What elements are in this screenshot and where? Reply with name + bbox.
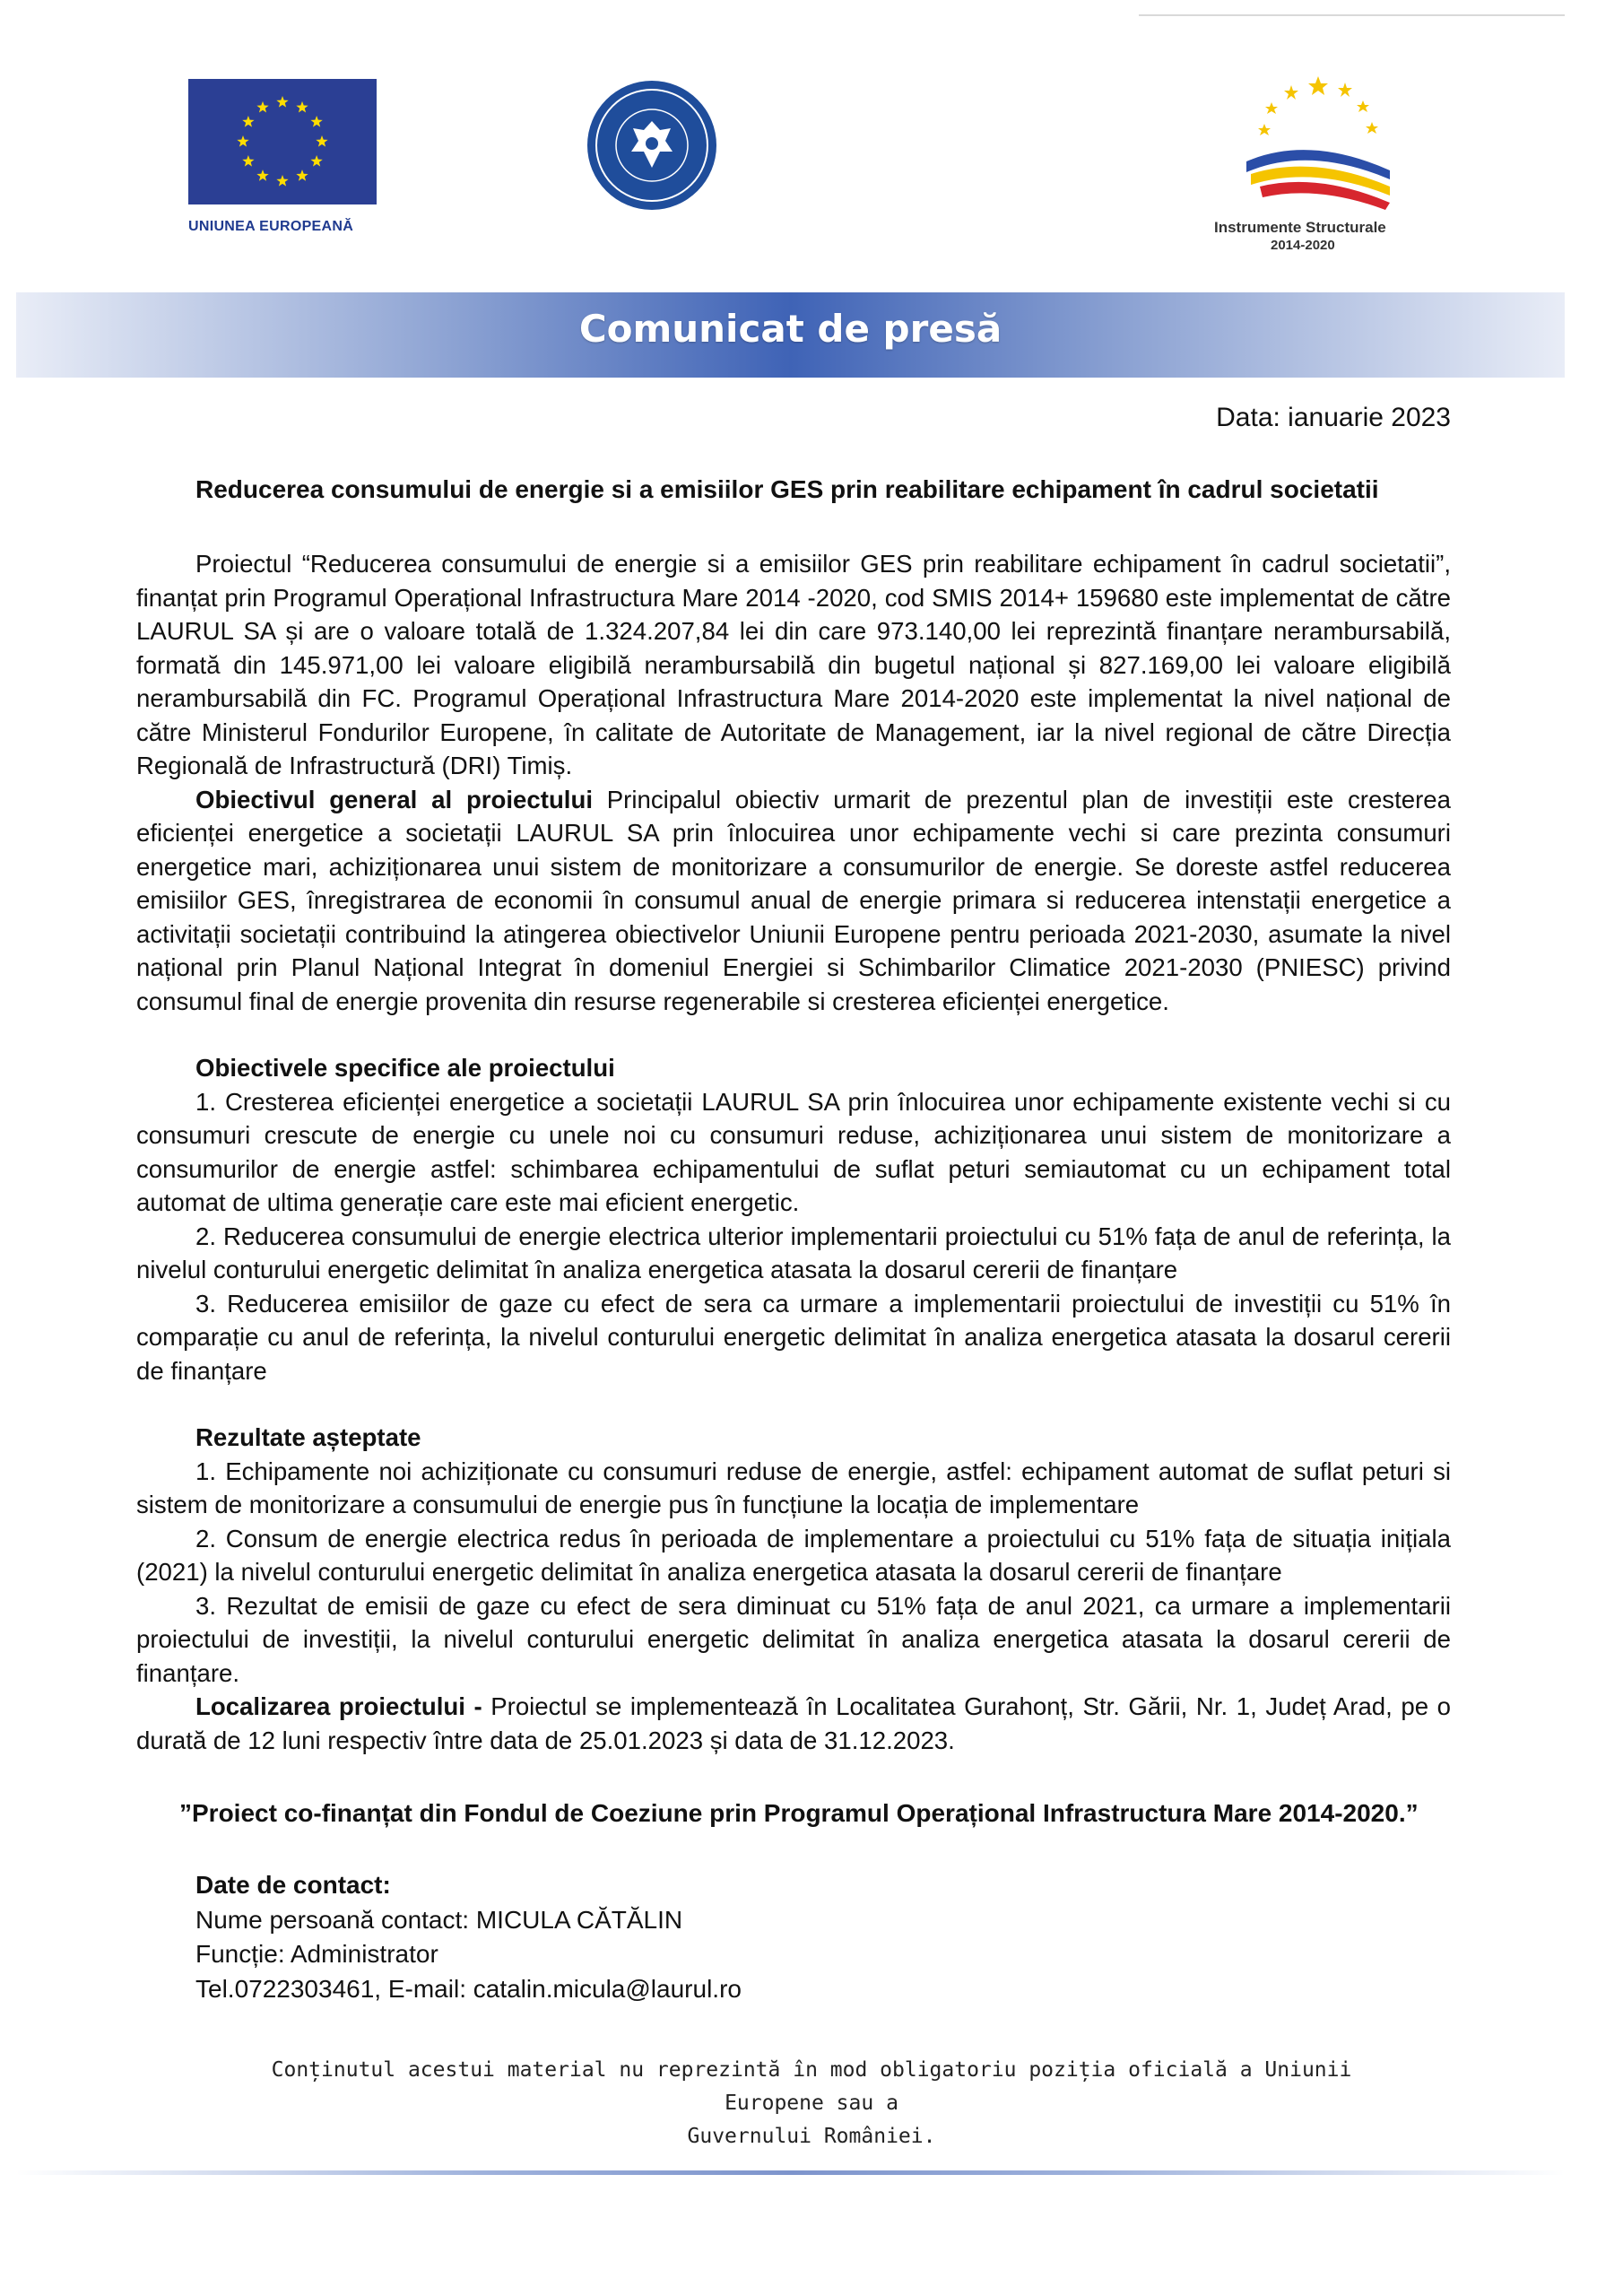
is-caption-years: 2014-2020 bbox=[1271, 238, 1335, 253]
specific-objective-item: 1. Cresterea eficienței energetice a societații LAURUL SA prin înlocuirea unor echipamente existente vechi si cu consumuri crescute de energie cu unele noi cu consumuri reduse, achiziționarea unui sistem de monitorizare a consumurilor de energie astfel: schimbarea echipamentului de suflat peturi semiautomat cu un echipament total automat de ultima generație care este mai eficient energetic. bbox=[136, 1087, 1451, 1216]
press-release-banner bbox=[16, 292, 1565, 378]
expected-result-item: 1. Echipamente noi achiziționate cu consumuri reduse de energie, astfel: echipament automat de suflat peturi si sistem de monitorizare a consumului de energie pus în funcțiune la locația de implementare bbox=[136, 1457, 1451, 1518]
banner-title: Comunicat de presă bbox=[578, 307, 1002, 351]
government-seal-icon bbox=[585, 78, 719, 213]
disclaimer-line: Guvernului României. bbox=[687, 2125, 936, 2148]
location-paragraph bbox=[136, 1690, 1451, 1757]
general-objective-paragraph bbox=[136, 783, 1451, 1019]
eu-star-icon bbox=[296, 101, 308, 113]
eu-star-icon bbox=[276, 96, 288, 108]
eu-star-icon bbox=[310, 116, 322, 127]
press-release-body bbox=[136, 547, 1451, 1757]
intro-paragraph: Proiectul “Reducerea consumului de energie si a emisiilor GES prin reabilitare echipament în cadrul societatii”, finanțat prin Programul Operațional Infrastructura Mare 2014 -2020, cod SMIS 2014+ 159680 este implementat de către LAURUL SA și are o valoare totală de 1.324.207,84 lei din care 973.140,00 lei reprezintă finanțare nerambursabilă, formată din 145.971,00 lei valoare eligibilă nerambursabilă din bugetul național și 827.169,00 lei valoare eligibilă nerambursabilă din FC. Programul Operațional Infrastructura Mare 2014-2020 este implementat la nivel național de către Ministerul Fondurilor Europene, în calitate de Autoritate de Management, iar la nivel regional de către Direcția Regională de Infrastructură (DRI) Timiș. bbox=[136, 550, 1451, 779]
location-label: Localizarea proiectului - bbox=[195, 1692, 482, 1720]
contact-heading: Date de contact: bbox=[195, 1871, 391, 1899]
expected-results-heading: Rezultate așteptate bbox=[195, 1423, 421, 1451]
location-text: Proiectul se implementează în Localitatea Gurahonț, Str. Gării, Nr. 1, Județ Arad, pe o durată de 12 luni respectiv între data de 25.01.2023 și data de 31.12.2023. bbox=[136, 1692, 1451, 1754]
specific-objective-item: 2. Reducerea consumului de energie electrica ulterior implementarii proiectului cu 51% fața de anul de referința, la nivelul conturului energetic delimitat în analiza energetica atasata la dosarul cererii de finanțare bbox=[136, 1222, 1451, 1283]
eu-star-icon bbox=[276, 175, 288, 187]
general-objective-text: Principalul obiectiv urmarit de prezentul plan de investiții este cresterea eficienței energetice a societații LAURUL SA prin înlocuirea unor echipamente vechi si care prezinta consumuri energetice mari, achiziționarea unui sistem de monitorizare a consumurilor de energie. Se doreste astfel reducerea emisiilor GES, înregistrarea de economii în consumul anual de energie primara si reducerea intenstații energetice a activitații societații contribuind la atingerea obiectivelor Uniunii Europene pentru perioada 2021-2030, asumate la nivel național prin Planul Național Integrat în domeniul Energiei si Schimbarilor Climatice 2021-2030 (PNIESC) privind consumul final de energie provenita din resurse regenerabile si cresterea eficienței energetice. bbox=[136, 785, 1451, 1015]
eu-star-icon bbox=[310, 155, 322, 167]
contact-role: Funcție: Administrator bbox=[195, 1940, 438, 1968]
expected-result-item: 2. Consum de energie electrica redus în perioada de implementare a proiectului cu 51% fața de situația inițiala (2021) la nivelul conturului energetic delimitat în analiza energetica atasata la dosarul cererii de finanțare bbox=[136, 1524, 1451, 1586]
general-objective-label: Obiectivul general al proiectului bbox=[195, 785, 593, 813]
contact-phone-email: Tel.0722303461, E-mail: catalin.micula@laurul.ro bbox=[195, 1974, 742, 2003]
headline: Reducerea consumului de energie si a emisiilor GES prin reabilitare echipament în cadrul societatii bbox=[195, 475, 1379, 503]
eu-star-icon bbox=[256, 101, 268, 113]
eu-flag-icon bbox=[188, 79, 377, 204]
expected-result-item: 3. Rezultat de emisii de gaze cu efect de sera diminuat cu 51% fața de anul 2021, ca urmare a implementarii proiectului de investiții, la nivelul conturului energetic delimitat în analiza energetica atasata la dosarul cererii de finanțare. bbox=[136, 1591, 1451, 1687]
specific-objective-item: 3. Reducerea emisiilor de gaze cu efect de sera ca urmare a implementarii proiectului de investiții cu 51% în comparație cu anul de referința, la nivelul conturului energetic delimitat în analiza energetica atasata la dosarul cererii de finanțare bbox=[136, 1289, 1451, 1385]
contact-person: Nume persoană contact: MICULA CĂTĂLIN bbox=[195, 1905, 683, 1934]
disclaimer bbox=[242, 2054, 1381, 2153]
is-caption-title: Instrumente Structurale bbox=[1214, 219, 1386, 236]
eu-star-icon bbox=[242, 155, 254, 167]
eu-logo bbox=[188, 79, 378, 235]
contact-block bbox=[195, 1868, 742, 2006]
instrumente-structurale-logo bbox=[1211, 72, 1417, 220]
top-rule bbox=[1139, 14, 1565, 16]
release-date: Data: ianuarie 2023 bbox=[1216, 403, 1451, 432]
specific-objectives-heading: Obiectivele specifice ale proiectului bbox=[195, 1054, 615, 1082]
eu-star-icon bbox=[256, 170, 268, 181]
eu-star-icon bbox=[237, 135, 248, 147]
disclaimer-line: Conținutul acestui material nu reprezintă în mod obligatoriu poziția oficială a Uniunii Europene sau a bbox=[271, 2058, 1352, 2115]
eu-star-icon bbox=[296, 170, 308, 181]
bottom-rule bbox=[16, 2170, 1565, 2175]
eu-caption: UNIUNEA EUROPEANĂ bbox=[188, 219, 354, 234]
star-arc-icon bbox=[1211, 72, 1417, 215]
eu-star-icon bbox=[242, 116, 254, 127]
cofinancing-quote: ”Proiect co-finanțat din Fondul de Coeziune prin Programul Operațional Infrastructura Mare 2014-2020.” bbox=[179, 1799, 1419, 1827]
eu-star-icon bbox=[316, 135, 327, 147]
